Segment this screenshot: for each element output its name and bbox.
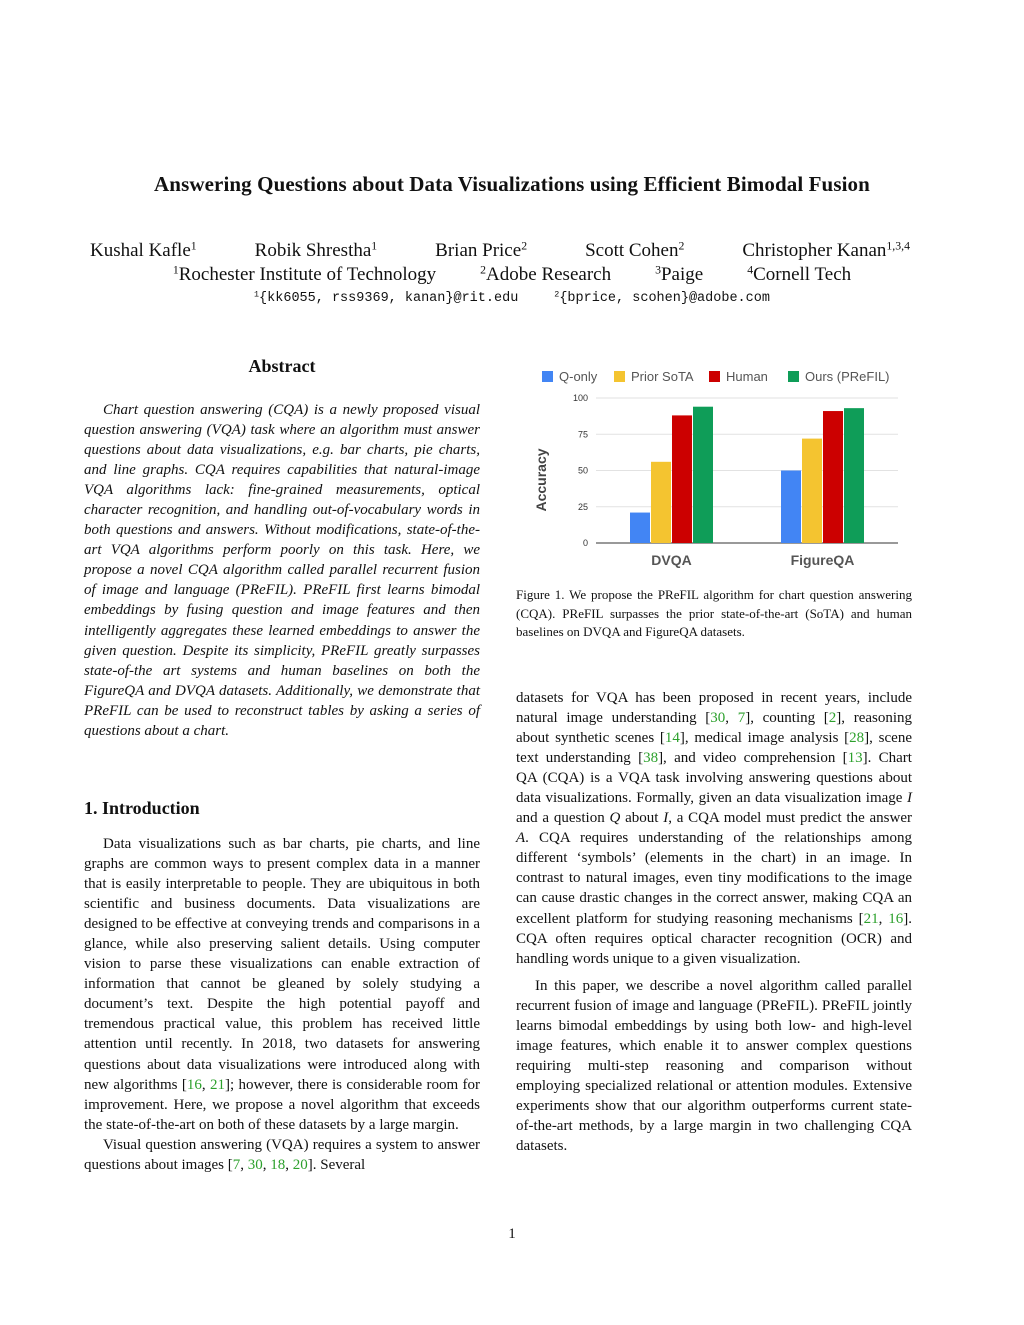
y-axis-ticks <box>573 393 588 548</box>
citation[interactable]: 18 <box>270 1156 286 1173</box>
right-column-body <box>516 688 912 1156</box>
legend-label: Prior SoTA <box>631 369 694 384</box>
math-var: A <box>516 830 526 847</box>
author-list <box>90 240 910 262</box>
paper-title: Answering Questions about Data Visualizations using Efficient Bimodal Fusion <box>154 172 870 196</box>
bar <box>823 411 843 543</box>
legend-swatch <box>788 371 799 382</box>
citation[interactable]: 21 <box>863 910 879 927</box>
x-tick-label: FigureQA <box>790 552 855 568</box>
author: Brian Price$^2$ <box>435 239 528 261</box>
bar <box>693 407 713 543</box>
legend-swatch <box>542 371 553 382</box>
abstract-paragraph: Chart question answering (CQA) is a newly proposed visual question answering (VQA) task where an algorithm must answer questions about data visualizations, e.g. bar charts, pie charts, and line graphs. CQA requires capabilities that natural-image VQA algorithms lack: fine-grained measurements, optical character recognition, and handling out-of-vocabulary words in both questions and answers. Without modifications, state-of-the-art VQA algorithms perform poorly on this task. Here, we propose a novel CQA algorithm called parallel recurrent fusion of image and language (PReFIL). PReFIL first learns bimodal embeddings by fusing question and image features and then intelligently aggregates these learned embeddings to answer the given question. Despite its simplicity, PReFIL greatly surpasses state-of-the art systems and human baselines on both the FigureQA and DVQA datasets. Additionally, we demonstrate that PReFIL can be used to reconstruct tables by asking a series of questions about a chart. <box>84 402 480 739</box>
y-tick-label: 0 <box>582 538 588 548</box>
legend-label: Ours (PReFIL) <box>805 369 890 384</box>
citation[interactable]: 14 <box>664 730 680 747</box>
math-var: I <box>907 790 912 807</box>
bar <box>630 513 650 543</box>
legend-label: Human <box>726 369 768 384</box>
citation[interactable]: 30 <box>710 710 726 727</box>
y-axis-label: Accuracy <box>533 448 549 512</box>
citation[interactable]: 30 <box>247 1156 263 1173</box>
author: Scott Cohen$^2$ <box>585 239 685 261</box>
y-tick-label: 100 <box>572 393 588 403</box>
y-tick-label: 50 <box>577 465 588 476</box>
bar <box>672 415 692 543</box>
abstract-body <box>84 400 480 741</box>
bar <box>802 439 822 543</box>
legend-label: Q-only <box>559 369 598 384</box>
figure-caption: Figure 1. We propose the PReFIL algorithm for chart question answering (CQA). PReFIL surpasses the prior state-of-the-art (SoTA) and human baselines on DVQA and FigureQA datasets. <box>516 587 912 639</box>
email: $^1${kk6055, rss9369, kanan}@rit.edu <box>254 289 519 306</box>
author: Robik Shrestha$^1$ <box>254 239 378 261</box>
chart-legend <box>542 369 890 384</box>
page-number: 1 <box>508 1226 516 1242</box>
legend-swatch <box>709 371 720 382</box>
bar <box>781 471 801 544</box>
paragraph: In this paper, we describe a novel algorithm called parallel recurrent fusion of image and language (PReFIL). PReFIL jointly learns bimodal embeddings by using both low- and high-level image features, which enable it to answer complex questions requiring multi-step reasoning and comparison without employing specialized relational or attention modules. Extensive experiments show that our algorithm outperforms current state-of-the-art methods, by a large margin in two challenging CQA datasets. <box>516 977 912 1155</box>
bar <box>844 408 864 543</box>
citation[interactable]: 16 <box>888 910 904 927</box>
paragraph: Visual question answering (VQA) requires a system to answer questions about images [7, 30, 18, 20]. Several <box>84 1136 480 1173</box>
affiliation: $^2$Adobe Research <box>480 263 612 285</box>
math-var: Q <box>609 810 621 827</box>
affiliation: $^1$Rochester Institute of Technology <box>172 263 437 285</box>
citation[interactable]: 7 <box>232 1156 241 1173</box>
bar <box>651 462 671 543</box>
arxiv-identifier <box>22 365 66 935</box>
citation[interactable]: 28 <box>849 730 865 747</box>
legend-swatch <box>614 371 625 382</box>
paragraph: Data visualizations such as bar charts, pie charts, and line graphs are common ways to present complex data in a manner that is easily interpretable to people. They are ubiquitous in both scientific and business documents. Data visualizations are designed to be effective at conveying trends and comparisons in a glance, while also preserving salient details. Using computer vision to parse these visualizations can enable extraction of information that cannot be gleaned by solely studying a document’s text. Despite the high potential payoff and tremendous practical value, this problem has received little attention until recently. In 2018, two datasets for answering questions about data visualizations were introduced along with new algorithms [16, 21]; however, there is considerable room for improvement. Here, we propose a novel algorithm that exceeds the state-of-the-art on both of these datasets by a large margin. <box>84 836 480 1133</box>
bars <box>630 407 864 543</box>
email-list <box>0 291 1024 306</box>
citation[interactable]: 21 <box>209 1076 225 1093</box>
citation[interactable]: 2 <box>828 710 837 727</box>
section-heading: 1. Introduction <box>84 798 200 818</box>
affiliation-list <box>0 264 1024 286</box>
citation[interactable]: 7 <box>737 710 746 727</box>
citation[interactable]: 38 <box>643 750 659 767</box>
intro-body <box>84 834 480 1175</box>
y-tick-label: 75 <box>577 429 588 440</box>
citation[interactable]: 13 <box>847 750 863 767</box>
paragraph: datasets for VQA has been proposed in recent years, include natural image understanding [30, 7], counting [2], reasoning about synthetic scenes [14], medical image analysis [28], scene text understanding [38], and video comprehension [13]. Chart QA (CQA) is a VQA task involving answering questions about data visualizations. Formally, given an data visualization image I and a question Q about I, a CQA model must predict the answer A. CQA requires understanding of the relationships among different ‘symbols’ (elements in the chart) in an image. In contrast to natural images, even tiny modifications to the image can cause drastic changes in the correct answer, making CQA an excellent platform for studying reasoning mechanisms [21, 16]. CQA often requires optical character recognition (OCR) and handling words unique to a given visualization. <box>516 690 913 967</box>
affiliation: $^3$Paige <box>655 263 704 285</box>
email: $^2${bprice, scohen}@adobe.com <box>554 289 770 306</box>
citation[interactable]: 20 <box>292 1156 308 1173</box>
citation[interactable]: 16 <box>186 1076 202 1093</box>
x-tick-label: DVQA <box>651 552 692 568</box>
accuracy-bar-chart <box>516 362 912 574</box>
affiliation: $^4$Cornell Tech <box>747 263 852 285</box>
author: Kushal Kafle$^1$ <box>90 239 197 261</box>
x-axis-labels <box>651 552 854 568</box>
abstract-heading: Abstract <box>248 356 316 376</box>
y-tick-label: 25 <box>577 501 588 512</box>
author: Christopher Kanan$^{1,3,4}$ <box>742 239 910 261</box>
math-var: I <box>663 810 669 827</box>
